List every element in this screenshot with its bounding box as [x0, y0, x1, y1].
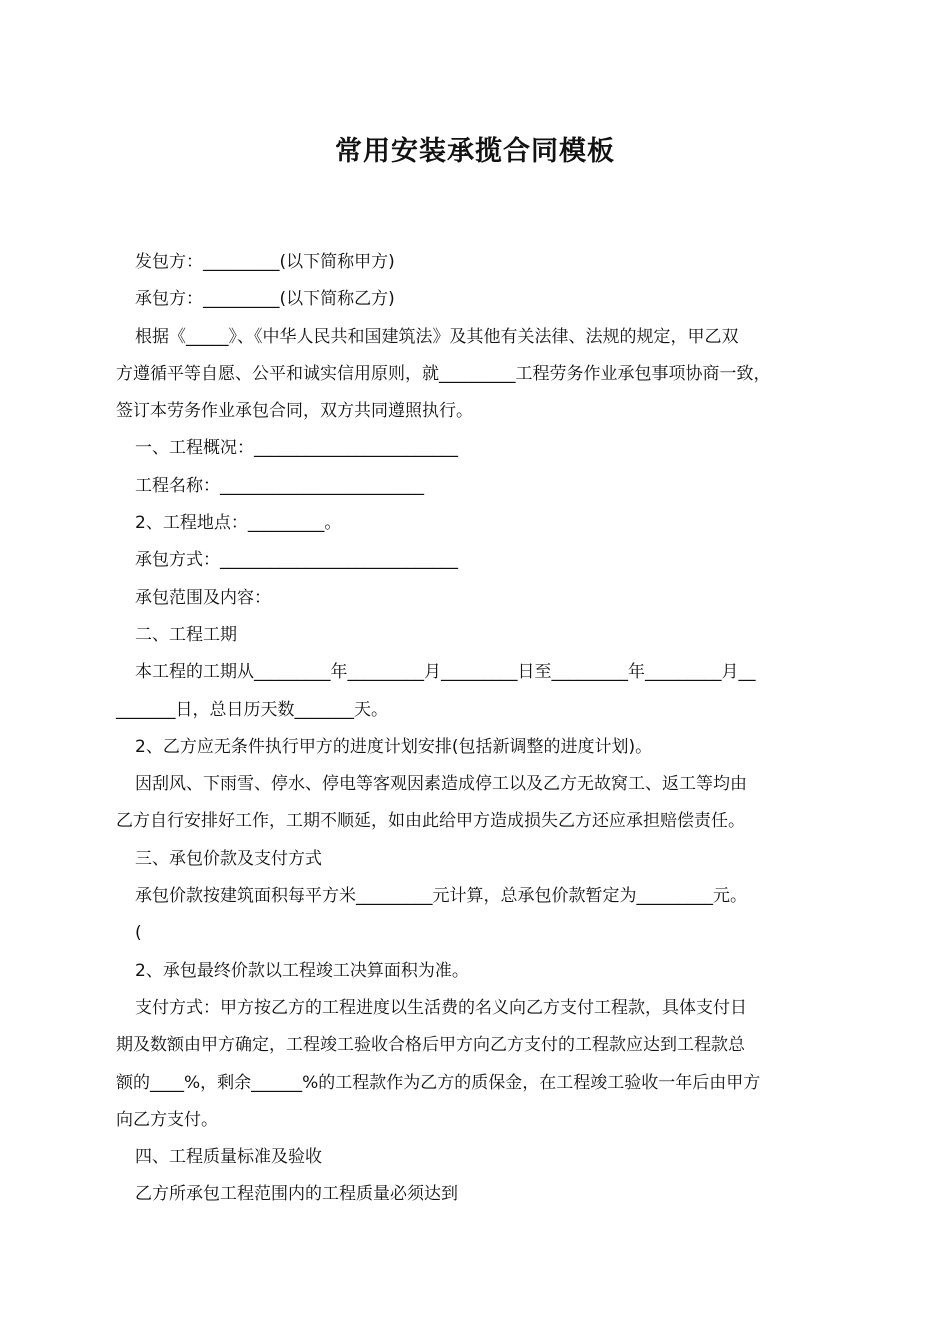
document-line: 承包方：_________(以下简称乙方) [135, 289, 395, 310]
document-line: 额的____%，剩余______%的工程款作为乙方的质保金，在工程竣工验收一年后由甲方 [116, 1072, 761, 1093]
document-line: 2、乙方应无条件执行甲方的进度计划安排(包括新调整的进度计划)。 [135, 736, 653, 757]
document-line: 承包价款按建筑面积每平方米_________元计算，总承包价款暂定为_________元。 [135, 886, 747, 907]
document-line: 因刮风、下雨雪、停水、停电等客观因素造成停工以及乙方无故窝工、返工等均由 [135, 774, 747, 795]
document-body [116, 244, 838, 1214]
document-line: 根据《_____》、《中华人民共和国建筑法》及其他有关法律、法规的规定，甲乙双 [135, 326, 739, 347]
document-line: 三、承包价款及支付方式 [135, 848, 322, 869]
document-line: 一、工程概况：________________________ [135, 438, 458, 459]
document-line: 2、承包最终价款以工程竣工决算面积为准。 [135, 960, 469, 981]
document-line: 期及数额由甲方确定，工程竣工验收合格后甲方向乙方支付的工程款应达到工程款总 [116, 1035, 745, 1056]
document-line: 乙方所承包工程范围内的工程质量必须达到 [135, 1184, 458, 1205]
document-line: ( [135, 923, 142, 944]
document-title: 常用安装承揽合同模板 [335, 136, 615, 167]
document-line: 四、工程质量标准及验收 [135, 1147, 322, 1168]
document-line: 工程名称：________________________ [135, 475, 424, 496]
document-line: 签订本劳务作业承包合同，双方共同遵照执行。 [116, 401, 473, 422]
document-line: 方遵循平等自愿、公平和诚实信用原则，就_________工程劳务作业承包事项协商一致， [116, 363, 771, 384]
document-line: 支付方式：甲方按乙方的工程进度以生活费的名义向乙方支付工程款，具体支付日 [135, 997, 747, 1018]
document-line: 二、工程工期 [135, 624, 237, 645]
document-line: 本工程的工期从_________年_________月_________日至_________年_________月__ [135, 662, 756, 683]
document-line: _______日，总日历天数_______天。 [116, 699, 388, 720]
document-line: 乙方自行安排好工作，工期不顺延，如由此给甲方造成损失乙方还应承担赔偿责任。 [116, 811, 745, 832]
document-line: 承包范围及内容： [135, 587, 271, 608]
document-line: 向乙方支付。 [116, 1109, 218, 1130]
document-line: 发包方：_________(以下简称甲方) [135, 252, 395, 272]
document-line: 2、工程地点：_________。 [135, 513, 342, 534]
document-line: 承包方式：____________________________ [135, 550, 458, 571]
